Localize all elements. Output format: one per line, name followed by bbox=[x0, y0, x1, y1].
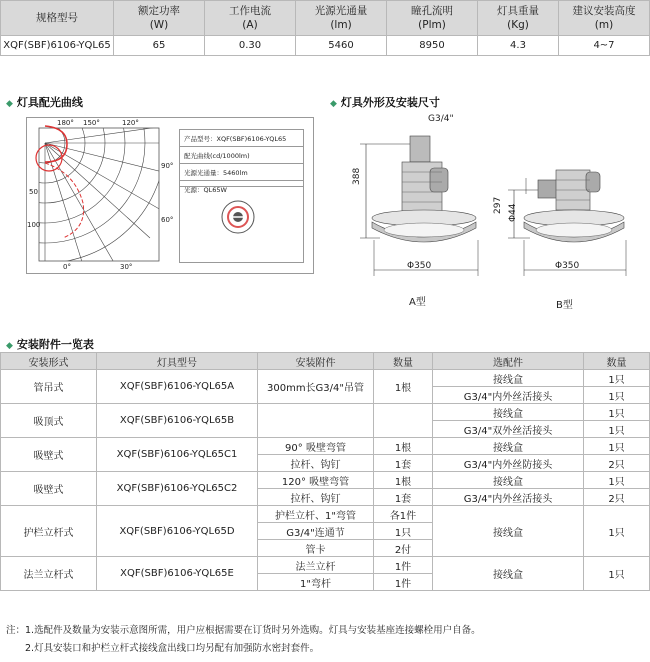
spec-header: 规格型号 bbox=[1, 1, 114, 36]
acc-model: XQF(SBF)6106-YQL65C2 bbox=[97, 472, 258, 506]
acc-option-qty: 1只 bbox=[584, 472, 650, 489]
acc-option: G3/4"内外丝活接头 bbox=[433, 489, 584, 506]
acc-option: 接线盒 bbox=[433, 438, 584, 455]
spec-cell: 65 bbox=[114, 36, 205, 56]
footnote: 注：1.选配件及数量为安装示意图所需，用户应根据需要在订货时另外选购。灯具与安装基座连接螺栓用户自备。 bbox=[6, 625, 481, 636]
acc-option: 接线盒 bbox=[433, 472, 584, 489]
acc-part-qty: 1根 bbox=[374, 438, 433, 455]
acc-option-qty: 1只 bbox=[584, 421, 650, 438]
accessories-table bbox=[0, 352, 650, 591]
angle-label: 60° bbox=[161, 216, 174, 224]
acc-part-qty: 1根 bbox=[374, 370, 433, 404]
curve-info-box bbox=[179, 129, 304, 263]
acc-form: 吸壁式 bbox=[1, 438, 97, 472]
angle-label: 150° bbox=[83, 119, 100, 127]
acc-part: G3/4"连通节 bbox=[258, 523, 374, 540]
acc-part-qty: 2付 bbox=[374, 540, 433, 557]
acc-option: 接线盒 bbox=[433, 506, 584, 557]
spec-cell: 4~7 bbox=[559, 36, 650, 56]
radial-label: 50 bbox=[29, 188, 38, 196]
acc-option-qty: 2只 bbox=[584, 455, 650, 472]
spec-header: 灯具重量 (Kg) bbox=[478, 1, 559, 36]
acc-option-qty: 1只 bbox=[584, 370, 650, 387]
section-title-dimensions: ◆ 灯具外形及安装尺寸 bbox=[330, 96, 440, 109]
angle-label: 30° bbox=[120, 263, 133, 271]
acc-header: 选配件 bbox=[433, 353, 584, 370]
acc-form: 管吊式 bbox=[1, 370, 97, 404]
dim-height-a: 388 bbox=[352, 167, 362, 185]
diamond-icon: ◆ bbox=[6, 99, 13, 109]
acc-part-qty: 1只 bbox=[374, 523, 433, 540]
acc-model: XQF(SBF)6106-YQL65A bbox=[97, 370, 258, 404]
acc-form: 法兰立杆式 bbox=[1, 557, 97, 591]
acc-header: 灯具型号 bbox=[97, 353, 258, 370]
info-model: 产品型号：XQF(SBF)6106-YQL65 bbox=[184, 135, 287, 143]
acc-part-qty: 1根 bbox=[374, 472, 433, 489]
acc-part: 拉杆、钩钉 bbox=[258, 489, 374, 506]
acc-part bbox=[258, 404, 374, 438]
section-title-accessories: ◆ 安装附件一览表 bbox=[6, 338, 94, 351]
caption-a: A型 bbox=[409, 297, 426, 308]
acc-option-qty: 1只 bbox=[584, 506, 650, 557]
spec-table bbox=[0, 0, 650, 56]
footnote: 2.灯具安装口和护栏立杆式接线盒出线口均另配有加强防水密封套件。 bbox=[6, 643, 320, 654]
acc-part-qty: 各1件 bbox=[374, 506, 433, 523]
acc-part-qty: 1件 bbox=[374, 574, 433, 591]
acc-option-qty: 1只 bbox=[584, 438, 650, 455]
acc-part: 法兰立杆 bbox=[258, 557, 374, 574]
acc-option: 接线盒 bbox=[433, 557, 584, 591]
diamond-icon: ◆ bbox=[6, 341, 13, 351]
acc-part: 120° 吸壁弯管 bbox=[258, 472, 374, 489]
spec-header: 瞳孔流明 (Plm) bbox=[387, 1, 478, 36]
dim-dia-a: Φ350 bbox=[407, 261, 432, 271]
acc-form: 护栏立杆式 bbox=[1, 506, 97, 557]
acc-option-qty: 1只 bbox=[584, 557, 650, 591]
info-unit: 配光曲线(cd/1000lm) bbox=[180, 146, 303, 163]
acc-part: 护栏立杆、1"弯管 bbox=[258, 506, 374, 523]
acc-form: 吸壁式 bbox=[1, 472, 97, 506]
curve-line-dashed bbox=[45, 163, 84, 238]
acc-part: 1"弯杆 bbox=[258, 574, 374, 591]
section-title-curve: ◆ 灯具配光曲线 bbox=[6, 96, 83, 109]
angle-label: 120° bbox=[122, 119, 139, 127]
acc-form: 吸顶式 bbox=[1, 404, 97, 438]
acc-option: 接线盒 bbox=[433, 404, 584, 421]
fixture-a bbox=[360, 136, 478, 276]
acc-header: 数量 bbox=[374, 353, 433, 370]
acc-option-qty: 2只 bbox=[584, 489, 650, 506]
spec-header: 光源光通量 (lm) bbox=[296, 1, 387, 36]
spec-cell: 8950 bbox=[387, 36, 478, 56]
acc-part-qty: 1套 bbox=[374, 489, 433, 506]
acc-model: XQF(SBF)6106-YQL65E bbox=[97, 557, 258, 591]
acc-model: XQF(SBF)6106-YQL65B bbox=[97, 404, 258, 438]
acc-part: 管卡 bbox=[258, 540, 374, 557]
acc-part-qty: 1套 bbox=[374, 455, 433, 472]
spec-header: 工作电流 (A) bbox=[205, 1, 296, 36]
acc-part-qty: 1件 bbox=[374, 557, 433, 574]
info-flux: 光源光通量：5460lm bbox=[180, 163, 303, 180]
angle-label: 180° bbox=[57, 119, 74, 127]
angle-label: 90° bbox=[161, 162, 174, 170]
acc-option: 接线盒 bbox=[433, 370, 584, 387]
acc-part-qty bbox=[374, 404, 433, 438]
spec-cell: 4.3 bbox=[478, 36, 559, 56]
acc-option: G3/4"内外丝防接头 bbox=[433, 455, 584, 472]
spec-cell: XQF(SBF)6106-YQL65 bbox=[1, 36, 114, 56]
bulb-diagram bbox=[180, 186, 303, 262]
diamond-icon: ◆ bbox=[330, 99, 337, 109]
dim-height-b: 297 bbox=[493, 196, 503, 214]
acc-model: XQF(SBF)6106-YQL65D bbox=[97, 506, 258, 557]
info-source: 光源：QL65W bbox=[180, 180, 303, 197]
angle-label: 0° bbox=[63, 263, 71, 271]
acc-option: G3/4"双外丝活接头 bbox=[433, 421, 584, 438]
caption-b: B型 bbox=[556, 300, 573, 311]
footnotes bbox=[6, 622, 481, 658]
spec-header: 额定功率 (W) bbox=[114, 1, 205, 36]
acc-header: 安装附件 bbox=[258, 353, 374, 370]
spec-cell: 5460 bbox=[296, 36, 387, 56]
dim-dia-b: Φ350 bbox=[555, 261, 580, 271]
dim-pipe-dia: Φ44 bbox=[508, 203, 518, 222]
acc-option-qty: 1只 bbox=[584, 387, 650, 404]
spec-header: 建议安装高度 (m) bbox=[559, 1, 650, 36]
acc-part: 拉杆、钩钉 bbox=[258, 455, 374, 472]
acc-header: 数量 bbox=[584, 353, 650, 370]
acc-option-qty: 1只 bbox=[584, 404, 650, 421]
acc-option: G3/4"内外丝活接头 bbox=[433, 387, 584, 404]
acc-part: 90° 吸壁弯管 bbox=[258, 438, 374, 455]
acc-header: 安装形式 bbox=[1, 353, 97, 370]
acc-model: XQF(SBF)6106-YQL65C1 bbox=[97, 438, 258, 472]
acc-part: 300mm长G3/4"吊管 bbox=[258, 370, 374, 404]
thread-label: G3/4" bbox=[428, 114, 454, 124]
spec-cell: 0.30 bbox=[205, 36, 296, 56]
radial-label: 100 bbox=[27, 221, 41, 229]
